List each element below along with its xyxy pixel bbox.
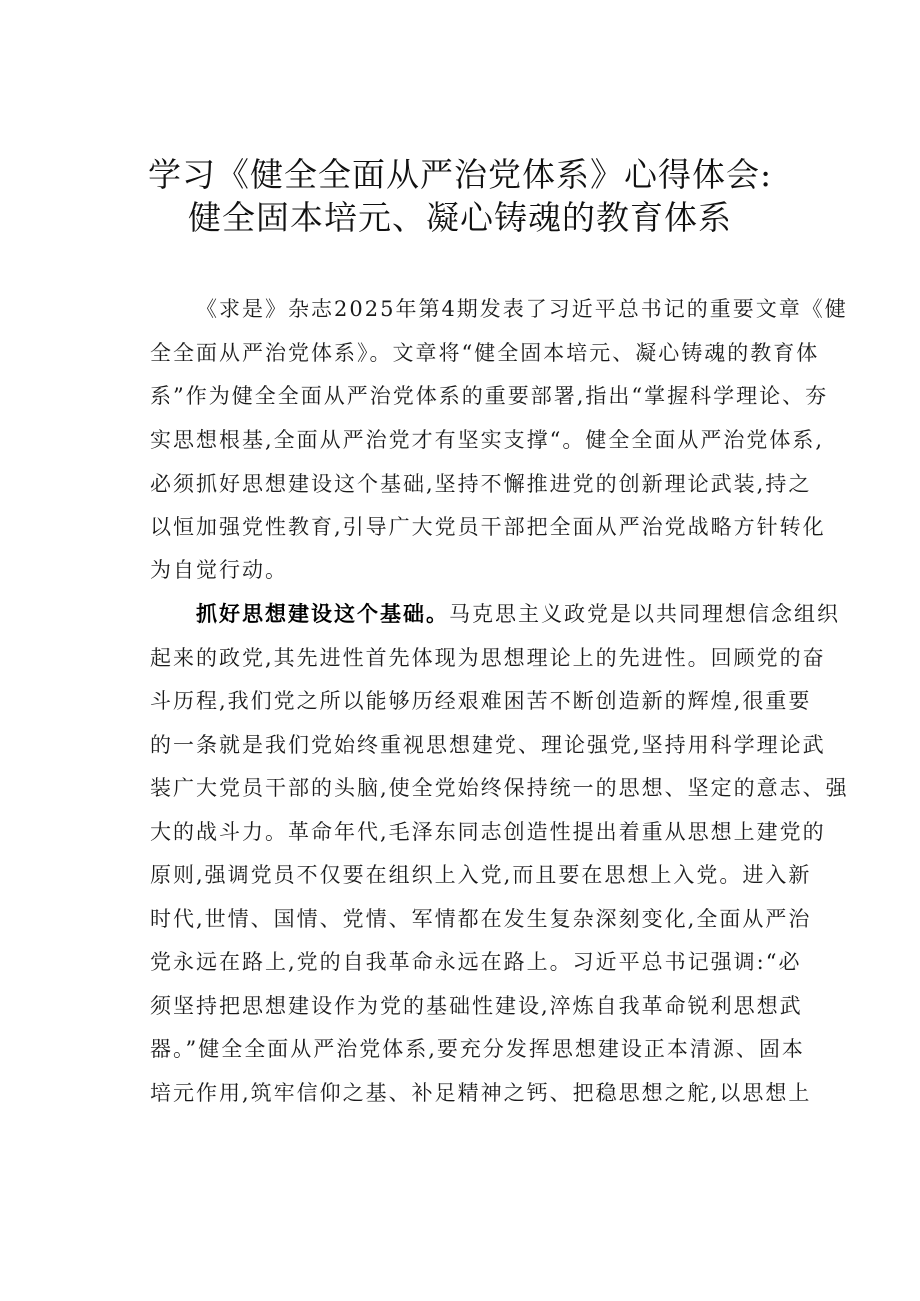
paragraph-2-line: 斗历程,我们党之所以能够历经艰难困苦不断创造新的辉煌,很重要 xyxy=(150,689,812,713)
paragraph-2-line: 时代,世情、国情、党情、军情都在发生复杂深刻变化,全面从严治 xyxy=(150,907,812,931)
paragraph-2-first-line xyxy=(196,599,840,629)
paragraph-2-first-rest: 马克思主义政党是以共同理想信念组织 xyxy=(449,602,840,626)
paragraph-1-line: 全全面从严治党体系》。文章将“健全固本培元、凝心铸魂的教育体 xyxy=(150,341,820,365)
paragraph-2-line: 培元作用,筑牢信仰之基、补足精神之钙、把稳思想之舵,以思想上 xyxy=(150,1081,812,1105)
paragraph-1-line: 实思想根基,全面从严治党才有坚实支撑“。健全全面从严治党体系, xyxy=(150,428,825,452)
paragraph-2-line: 须坚持把思想建设作为党的基础性建设,淬炼自我革命锐利思想武 xyxy=(150,994,803,1018)
paragraph-2-lead: 抓好思想建设这个基础。 xyxy=(196,601,449,626)
document-title-line-2: 健全固本培元、凝心铸魂的教育体系 xyxy=(188,198,732,237)
paragraph-2-line: 原则,强调党员不仅要在组织上入党,而且要在思想上入党。进入新 xyxy=(150,863,812,887)
document-title-line-1: 学习《健全全面从严治党体系》心得体会: xyxy=(147,155,773,194)
paragraph-1-line: 《求是》杂志2025年第4期发表了习近平总书记的重要文章《健 xyxy=(196,297,848,321)
paragraph-1-line: 以恒加强党性教育,引导广大党员干部把全面从严治党战略方针转化 xyxy=(150,515,826,539)
paragraph-2-line: 大的战斗力。革命年代,毛泽东同志创造性提出着重从思想上建党的 xyxy=(150,820,826,844)
paragraph-2-line: 的一条就是我们党始终重视思想建党、理论强党,坚持用科学理论武 xyxy=(150,733,826,757)
paragraph-1-line: 必须抓好思想建设这个基础,坚持不懈推进党的创新理论武装,持之 xyxy=(150,472,812,496)
paragraph-2-line: 装广大党员干部的头脑,使全党始终保持统一的思想、坚定的意志、强 xyxy=(150,776,849,800)
paragraph-2-line: 起来的政党,其先进性首先体现为思想理论上的先进性。回顾党的奋 xyxy=(150,646,826,670)
paragraph-1-line: 系”作为健全全面从严治党体系的重要部署,指出“掌握科学理论、夯 xyxy=(150,384,829,408)
paragraph-1-line: 为自觉行动。 xyxy=(150,558,288,582)
paragraph-2-line: 器。”健全全面从严治党体系,要充分发挥思想建设正本清源、固本 xyxy=(150,1037,805,1061)
paragraph-2-line: 党永远在路上,党的自我革命永远在路上。习近平总书记强调:“必 xyxy=(150,950,802,974)
